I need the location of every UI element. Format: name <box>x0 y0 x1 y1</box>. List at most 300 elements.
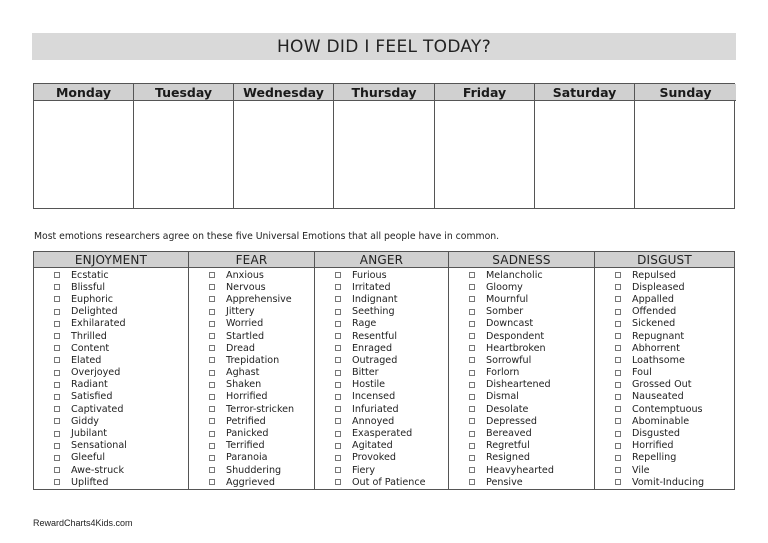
checkbox-icon[interactable] <box>209 309 215 315</box>
emotion-label: Nauseated <box>632 391 684 403</box>
checkbox-icon[interactable] <box>335 370 341 376</box>
emotion-label: Sorrowful <box>486 354 532 366</box>
emotion-item[interactable] <box>189 403 314 415</box>
emotion-label: Contemptuous <box>632 403 703 415</box>
checkbox-icon[interactable] <box>209 418 215 424</box>
checkbox-icon[interactable] <box>469 431 475 437</box>
emotion-item[interactable] <box>449 354 594 366</box>
emotion-item[interactable] <box>449 281 594 293</box>
emotion-item[interactable] <box>449 330 594 342</box>
emotion-item[interactable] <box>449 269 594 281</box>
footer-brand: RewardCharts4Kids.com <box>33 518 133 528</box>
emotion-item[interactable] <box>595 330 734 342</box>
checkbox-icon[interactable] <box>469 467 475 473</box>
category-header-disgust: DISGUST <box>595 252 734 268</box>
day-header-monday: Monday <box>34 84 134 101</box>
emotion-label: Worried <box>226 318 264 330</box>
emotion-label: Abhorrent <box>632 342 680 354</box>
emotion-label: Mournful <box>486 293 529 305</box>
emotion-item[interactable] <box>315 379 448 391</box>
emotion-label: Vomit-Inducing <box>632 476 705 488</box>
checkbox-icon[interactable] <box>469 333 475 339</box>
checkbox-icon[interactable] <box>209 382 215 388</box>
emotion-item[interactable] <box>34 427 188 439</box>
emotion-item[interactable] <box>34 318 188 330</box>
emotion-label: Despondent <box>486 330 545 342</box>
emotion-item[interactable] <box>315 342 448 354</box>
checkbox-icon[interactable] <box>335 333 341 339</box>
emotion-item[interactable] <box>595 318 734 330</box>
emotion-label: Fiery <box>352 464 376 476</box>
checkbox-icon[interactable] <box>335 296 341 302</box>
emotion-item[interactable] <box>449 403 594 415</box>
intro-text: Most emotions researchers agree on these five Universal Emotions that all people have in common. <box>34 231 500 242</box>
emotion-item[interactable] <box>315 440 448 452</box>
emotion-item[interactable] <box>315 330 448 342</box>
checkbox-icon[interactable] <box>54 406 60 412</box>
emotion-item[interactable] <box>449 391 594 403</box>
emotion-label: Trepidation <box>226 354 280 366</box>
emotion-label: Grossed Out <box>632 379 692 391</box>
checkbox-icon[interactable] <box>469 406 475 412</box>
checkbox-icon[interactable] <box>615 431 621 437</box>
checkbox-icon[interactable] <box>615 309 621 315</box>
emotion-item[interactable] <box>595 367 734 379</box>
emotion-label: Outraged <box>352 354 398 366</box>
emotion-label: Jittery <box>226 306 255 318</box>
checkbox-icon[interactable] <box>469 479 475 485</box>
checkbox-icon[interactable] <box>615 357 621 363</box>
emotion-label: Satisfied <box>71 391 113 403</box>
emotion-label: Resentful <box>352 330 398 342</box>
checkbox-icon[interactable] <box>54 333 60 339</box>
emotion-item[interactable] <box>34 354 188 366</box>
emotion-item[interactable] <box>595 440 734 452</box>
day-cell-thursday[interactable] <box>334 101 435 208</box>
emotion-label: Appalled <box>632 293 674 305</box>
checkbox-icon[interactable] <box>209 467 215 473</box>
emotion-label: Horrified <box>226 391 268 403</box>
day-cell-friday[interactable] <box>435 101 535 208</box>
checkbox-icon[interactable] <box>469 394 475 400</box>
checkbox-icon[interactable] <box>209 345 215 351</box>
emotion-label: Blissful <box>71 281 106 293</box>
emotion-label: Dread <box>226 342 255 354</box>
checkbox-icon[interactable] <box>209 431 215 437</box>
emotion-item[interactable] <box>189 330 314 342</box>
emotion-item[interactable] <box>595 379 734 391</box>
day-header-tuesday: Tuesday <box>134 84 234 101</box>
emotion-item[interactable] <box>34 403 188 415</box>
checkbox-icon[interactable] <box>469 443 475 449</box>
checkbox-icon[interactable] <box>615 370 621 376</box>
emotion-label: Depressed <box>486 415 538 427</box>
checkbox-icon[interactable] <box>209 272 215 278</box>
checkbox-icon[interactable] <box>335 345 341 351</box>
checkbox-icon[interactable] <box>54 370 60 376</box>
emotion-label: Forlorn <box>486 367 520 379</box>
checkbox-icon[interactable] <box>469 382 475 388</box>
checkbox-icon[interactable] <box>209 406 215 412</box>
category-list-enjoyment <box>34 268 189 489</box>
emotion-item[interactable] <box>595 293 734 305</box>
emotion-item[interactable] <box>595 391 734 403</box>
emotion-label: Paranoia <box>226 452 268 464</box>
emotion-label: Gleeful <box>71 452 106 464</box>
checkbox-icon[interactable] <box>209 394 215 400</box>
emotion-label: Horrified <box>632 440 674 452</box>
checkbox-icon[interactable] <box>615 272 621 278</box>
category-list-sadness <box>449 268 595 489</box>
checkbox-icon[interactable] <box>335 321 341 327</box>
category-list-disgust <box>595 268 734 489</box>
day-cell-tuesday[interactable] <box>134 101 234 208</box>
checkbox-icon[interactable] <box>469 296 475 302</box>
emotion-item[interactable] <box>34 464 188 476</box>
checkbox-icon[interactable] <box>54 357 60 363</box>
checkbox-icon[interactable] <box>335 431 341 437</box>
emotion-item[interactable] <box>315 427 448 439</box>
emotion-label: Infuriated <box>352 403 399 415</box>
emotion-label: Repugnant <box>632 330 685 342</box>
emotion-item[interactable] <box>189 464 314 476</box>
checkbox-icon[interactable] <box>335 309 341 315</box>
emotion-item[interactable] <box>449 318 594 330</box>
emotion-label: Seething <box>352 306 395 318</box>
emotion-item[interactable] <box>34 367 188 379</box>
emotion-item[interactable] <box>189 440 314 452</box>
emotion-item[interactable] <box>189 281 314 293</box>
emotion-item[interactable] <box>449 367 594 379</box>
emotion-item[interactable] <box>34 293 188 305</box>
emotion-item[interactable] <box>189 269 314 281</box>
emotion-item[interactable] <box>315 391 448 403</box>
emotion-label: Irritated <box>352 281 391 293</box>
emotion-item[interactable] <box>34 379 188 391</box>
day-cell-monday[interactable] <box>34 101 134 208</box>
emotion-item[interactable] <box>315 293 448 305</box>
emotion-label: Elated <box>71 354 102 366</box>
day-cell-saturday[interactable] <box>535 101 635 208</box>
checkbox-icon[interactable] <box>54 431 60 437</box>
emotion-item[interactable] <box>315 269 448 281</box>
emotion-label: Desolate <box>486 403 529 415</box>
emotion-item[interactable] <box>34 330 188 342</box>
emotion-label: Somber <box>486 306 524 318</box>
emotion-label: Giddy <box>71 415 99 427</box>
category-header-anger: ANGER <box>315 252 449 268</box>
emotion-label: Heartbroken <box>486 342 546 354</box>
emotion-item[interactable] <box>449 415 594 427</box>
emotion-label: Downcast <box>486 318 534 330</box>
emotion-item[interactable] <box>34 306 188 318</box>
emotion-item[interactable] <box>595 464 734 476</box>
checkbox-icon[interactable] <box>615 479 621 485</box>
checkbox-icon[interactable] <box>54 309 60 315</box>
emotion-item[interactable] <box>189 379 314 391</box>
emotion-item[interactable] <box>315 476 448 488</box>
emotion-label: Anxious <box>226 269 264 281</box>
day-header-sunday: Sunday <box>635 84 736 101</box>
emotion-label: Provoked <box>352 452 396 464</box>
emotion-label: Delighted <box>71 306 118 318</box>
checkbox-icon[interactable] <box>209 455 215 461</box>
checkbox-icon[interactable] <box>469 370 475 376</box>
emotion-item[interactable] <box>189 427 314 439</box>
checkbox-icon[interactable] <box>335 284 341 290</box>
emotion-item[interactable] <box>315 403 448 415</box>
emotion-item[interactable] <box>315 354 448 366</box>
day-header-friday: Friday <box>435 84 535 101</box>
emotion-label: Indignant <box>352 293 398 305</box>
emotion-item[interactable] <box>34 269 188 281</box>
emotion-item[interactable] <box>315 452 448 464</box>
emotion-label: Vile <box>632 464 650 476</box>
emotion-label: Gloomy <box>486 281 523 293</box>
category-header-fear: FEAR <box>189 252 315 268</box>
checkbox-icon[interactable] <box>615 418 621 424</box>
emotion-label: Incensed <box>352 391 396 403</box>
checkbox-icon[interactable] <box>335 406 341 412</box>
emotion-item[interactable] <box>34 415 188 427</box>
emotion-item[interactable] <box>595 306 734 318</box>
emotion-item[interactable] <box>595 403 734 415</box>
emotion-item[interactable] <box>449 293 594 305</box>
emotion-label: Disheartened <box>486 379 551 391</box>
emotion-item[interactable] <box>315 415 448 427</box>
emotion-item[interactable] <box>315 464 448 476</box>
checkbox-icon[interactable] <box>335 443 341 449</box>
checkbox-icon[interactable] <box>54 296 60 302</box>
emotion-label: Shuddering <box>226 464 282 476</box>
emotion-label: Offended <box>632 306 677 318</box>
emotion-item[interactable] <box>189 342 314 354</box>
emotion-item[interactable] <box>189 476 314 488</box>
emotion-label: Overjoyed <box>71 367 121 379</box>
emotion-item[interactable] <box>595 427 734 439</box>
emotion-label: Uplifted <box>71 476 109 488</box>
emotion-item[interactable] <box>34 342 188 354</box>
emotion-item[interactable] <box>189 354 314 366</box>
emotion-label: Regretful <box>486 440 530 452</box>
checkbox-icon[interactable] <box>615 406 621 412</box>
emotion-label: Out of Patience <box>352 476 426 488</box>
checkbox-icon[interactable] <box>335 394 341 400</box>
emotion-item[interactable] <box>595 452 734 464</box>
emotion-label: Radiant <box>71 379 108 391</box>
emotion-label: Content <box>71 342 110 354</box>
emotion-item[interactable] <box>34 281 188 293</box>
checkbox-icon[interactable] <box>54 394 60 400</box>
emotion-item[interactable] <box>34 391 188 403</box>
checkbox-icon[interactable] <box>54 272 60 278</box>
checkbox-icon[interactable] <box>209 479 215 485</box>
checkbox-icon[interactable] <box>54 284 60 290</box>
checkbox-icon[interactable] <box>54 345 60 351</box>
emotion-label: Startled <box>226 330 265 342</box>
emotion-label: Bereaved <box>486 428 532 440</box>
emotion-item[interactable] <box>189 367 314 379</box>
emotion-label: Loathsome <box>632 354 685 366</box>
emotion-item[interactable] <box>315 281 448 293</box>
checkbox-icon[interactable] <box>615 467 621 473</box>
emotion-item[interactable] <box>189 293 314 305</box>
emotion-item[interactable] <box>449 379 594 391</box>
checkbox-icon[interactable] <box>54 321 60 327</box>
checkbox-icon[interactable] <box>209 333 215 339</box>
emotion-label: Apprehensive <box>226 293 292 305</box>
emotion-label: Enraged <box>352 342 393 354</box>
checkbox-icon[interactable] <box>469 418 475 424</box>
emotions-table <box>33 251 735 490</box>
emotion-label: Furious <box>352 269 387 281</box>
emotion-item[interactable] <box>595 281 734 293</box>
emotion-label: Foul <box>632 367 652 379</box>
checkbox-icon[interactable] <box>209 357 215 363</box>
checkbox-icon[interactable] <box>469 321 475 327</box>
emotion-label: Resigned <box>486 452 530 464</box>
checkbox-icon[interactable] <box>54 382 60 388</box>
checkbox-icon[interactable] <box>54 455 60 461</box>
emotion-label: Euphoric <box>71 293 114 305</box>
emotion-item[interactable] <box>595 354 734 366</box>
emotion-label: Dismal <box>486 391 519 403</box>
emotion-label: Captivated <box>71 403 124 415</box>
emotion-label: Terrified <box>226 440 265 452</box>
emotion-item[interactable] <box>449 427 594 439</box>
checkbox-icon[interactable] <box>209 321 215 327</box>
category-header-sadness: SADNESS <box>449 252 595 268</box>
day-cell-sunday[interactable] <box>635 101 736 208</box>
emotion-label: Exhilarated <box>71 318 126 330</box>
checkbox-icon[interactable] <box>54 443 60 449</box>
emotion-label: Aghast <box>226 367 260 379</box>
emotion-item[interactable] <box>449 342 594 354</box>
emotion-label: Agitated <box>352 440 393 452</box>
checkbox-icon[interactable] <box>335 467 341 473</box>
emotion-label: Displeased <box>632 281 685 293</box>
emotion-label: Hostile <box>352 379 386 391</box>
emotion-label: Repelling <box>632 452 677 464</box>
checkbox-icon[interactable] <box>469 309 475 315</box>
emotion-label: Panicked <box>226 428 269 440</box>
emotion-label: Nervous <box>226 281 266 293</box>
checkbox-icon[interactable] <box>335 357 341 363</box>
checkbox-icon[interactable] <box>54 479 60 485</box>
emotion-item[interactable] <box>449 452 594 464</box>
checkbox-icon[interactable] <box>335 455 341 461</box>
checkbox-icon[interactable] <box>209 296 215 302</box>
emotion-item[interactable] <box>449 440 594 452</box>
emotion-label: Sensational <box>71 440 127 452</box>
emotion-item[interactable] <box>189 391 314 403</box>
emotion-label: Heavyhearted <box>486 464 554 476</box>
checkbox-icon[interactable] <box>209 370 215 376</box>
checkbox-icon[interactable] <box>209 443 215 449</box>
category-header-enjoyment: ENJOYMENT <box>34 252 189 268</box>
checkbox-icon[interactable] <box>335 479 341 485</box>
emotion-item[interactable] <box>595 476 734 488</box>
checkbox-icon[interactable] <box>335 382 341 388</box>
checkbox-icon[interactable] <box>615 382 621 388</box>
day-header-saturday: Saturday <box>535 84 635 101</box>
emotion-label: Rage <box>352 318 377 330</box>
day-cell-wednesday[interactable] <box>234 101 334 208</box>
checkbox-icon[interactable] <box>615 455 621 461</box>
checkbox-icon[interactable] <box>615 333 621 339</box>
checkbox-icon[interactable] <box>469 272 475 278</box>
emotion-item[interactable] <box>189 452 314 464</box>
emotion-label: Terror-stricken <box>226 403 295 415</box>
emotion-label: Thrilled <box>71 330 107 342</box>
checkbox-icon[interactable] <box>615 284 621 290</box>
emotion-item[interactable] <box>34 440 188 452</box>
checkbox-icon[interactable] <box>209 284 215 290</box>
day-header-thursday: Thursday <box>334 84 435 101</box>
emotion-label: Abominable <box>632 415 690 427</box>
emotion-item[interactable] <box>449 464 594 476</box>
emotion-item[interactable] <box>189 318 314 330</box>
checkbox-icon[interactable] <box>615 296 621 302</box>
emotion-item[interactable] <box>34 452 188 464</box>
emotion-item[interactable] <box>595 415 734 427</box>
emotion-label: Bitter <box>352 367 379 379</box>
title-banner <box>32 33 736 60</box>
emotion-item[interactable] <box>449 476 594 488</box>
emotion-item[interactable] <box>189 415 314 427</box>
emotion-label: Awe-struck <box>71 464 124 476</box>
emotion-item[interactable] <box>449 306 594 318</box>
emotion-label: Aggrieved <box>226 476 275 488</box>
emotion-item[interactable] <box>34 476 188 488</box>
emotion-item[interactable] <box>595 269 734 281</box>
emotion-label: Shaken <box>226 379 262 391</box>
emotion-label: Annoyed <box>352 415 395 427</box>
emotion-label: Ecstatic <box>71 269 109 281</box>
emotion-label: Petrified <box>226 415 266 427</box>
checkbox-icon[interactable] <box>335 418 341 424</box>
emotion-label: Pensive <box>486 476 523 488</box>
emotion-label: Exasperated <box>352 428 413 440</box>
checkbox-icon[interactable] <box>335 272 341 278</box>
checkbox-icon[interactable] <box>54 418 60 424</box>
day-header-wednesday: Wednesday <box>234 84 334 101</box>
emotion-item[interactable] <box>189 306 314 318</box>
checkbox-icon[interactable] <box>54 467 60 473</box>
category-list-fear <box>189 268 315 489</box>
checkbox-icon[interactable] <box>469 345 475 351</box>
page-title: HOW DID I FEEL TODAY? <box>276 36 492 57</box>
emotion-item[interactable] <box>315 318 448 330</box>
emotion-label: Repulsed <box>632 269 676 281</box>
emotion-item[interactable] <box>595 342 734 354</box>
checkbox-icon[interactable] <box>615 345 621 351</box>
emotion-item[interactable] <box>315 306 448 318</box>
emotion-label: Disgusted <box>632 428 680 440</box>
checkbox-icon[interactable] <box>469 357 475 363</box>
category-list-anger <box>315 268 449 489</box>
emotion-label: Sickened <box>632 318 676 330</box>
checkbox-icon[interactable] <box>615 321 621 327</box>
checkbox-icon[interactable] <box>615 394 621 400</box>
checkbox-icon[interactable] <box>469 455 475 461</box>
checkbox-icon[interactable] <box>615 443 621 449</box>
emotion-label: Melancholic <box>486 269 543 281</box>
week-table <box>33 83 735 209</box>
emotion-item[interactable] <box>315 367 448 379</box>
checkbox-icon[interactable] <box>469 284 475 290</box>
emotion-label: Jubilant <box>71 428 108 440</box>
